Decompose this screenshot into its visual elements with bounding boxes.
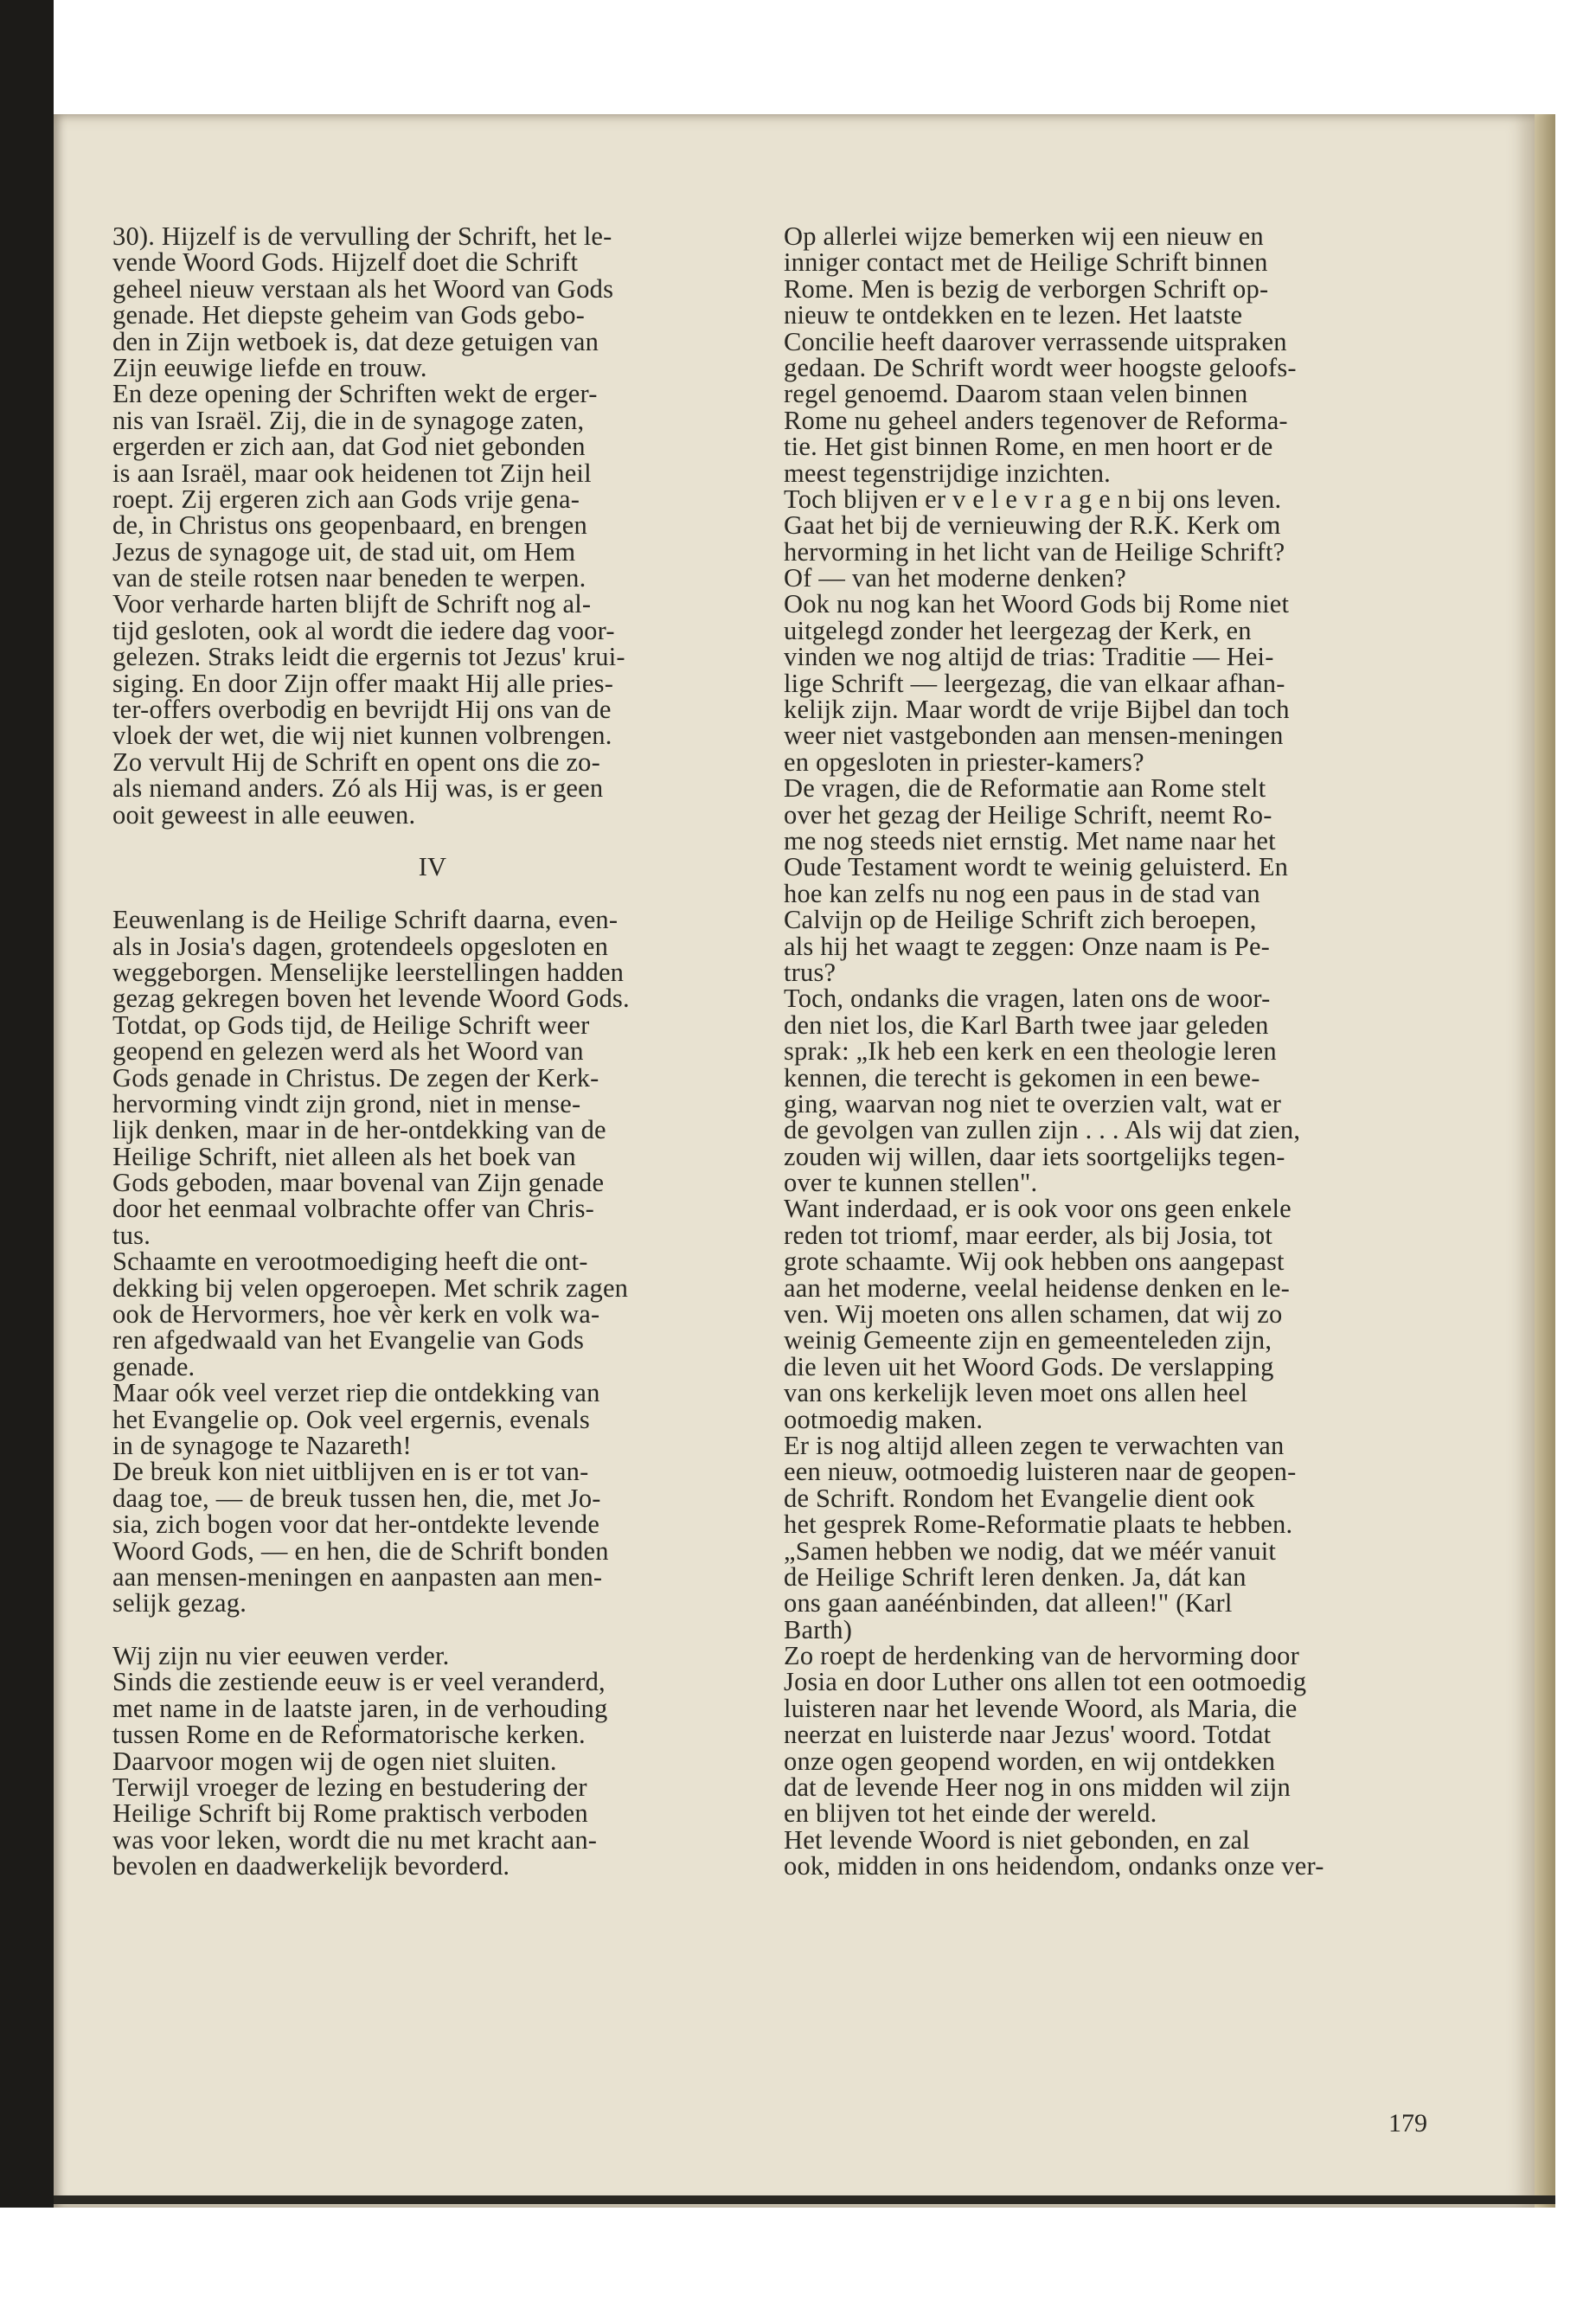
book-spine-shadow (0, 0, 54, 2301)
left-column-line: Heilige Schrift, niet alleen als het boek van (112, 1141, 576, 1171)
left-column-line: 30). Hijzelf is de vervulling der Schrift, het le- (112, 221, 612, 251)
right-column-line: over het gezag der Heilige Schrift, neemt Ro- (784, 799, 1272, 830)
left-column-line: door het eenmaal volbrachte offer van Chris- (112, 1194, 595, 1224)
right-column-line: meest tegenstrijdige inzichten. (784, 458, 1112, 488)
left-column-line: in de synagoge te Nazareth! (112, 1430, 412, 1460)
left-column-line: ooit geweest in alle eeuwen. (112, 799, 416, 830)
right-column-line: Rome nu geheel anders tegenover de Reforma- (784, 405, 1288, 435)
left-column-line: Gods geboden, maar bovenal van Zijn genade (112, 1168, 605, 1198)
right-column-line: over te kunnen stellen". (784, 1168, 1038, 1198)
right-column-line: als hij het waagt te zeggen: Onze naam is Pe- (784, 931, 1271, 961)
left-column-line: daag toe, — de breuk tussen hen, die, met Jo- (112, 1483, 601, 1513)
left-column-line: Maar oók veel verzet riep die ontdekking van (112, 1378, 600, 1408)
right-column-line: de Schrift. Rondom het Evangelie dient ook (784, 1483, 1255, 1513)
left-column-line: gezag gekregen boven het levende Woord Gods. (112, 984, 630, 1014)
book-bottom-edge (54, 2195, 1555, 2204)
right-column-line: Barth) (784, 1614, 853, 1644)
left-column-line: Heilige Schrift bij Rome praktisch verboden (112, 1798, 588, 1829)
left-column-line: ter-offers overbodig en bevrijdt Hij ons van de (112, 695, 612, 725)
right-column-line: kelijk zijn. Maar wordt de vrije Bijbel dan toch (784, 695, 1290, 725)
right-column-line: reden tot triomf, maar eerder, als bij Josia, tot (784, 1220, 1273, 1250)
left-column-line: Wij zijn nu vier eeuwen verder. (112, 1641, 450, 1671)
right-column-line: van ons kerkelijk leven moet ons allen heel (784, 1378, 1248, 1408)
right-column-line: luisteren naar het levende Woord, als Maria, die (784, 1693, 1298, 1723)
left-column-line: Eeuwenlang is de Heilige Schrift daarna, even- (112, 905, 619, 935)
left-column-line: was voor leken, wordt die nu met kracht aan- (112, 1824, 598, 1855)
left-column-line: Terwijl vroeger de lezing en bestudering der (112, 1772, 587, 1803)
right-column-line: uitgelegd zonder het leergezag der Kerk, en (784, 615, 1252, 645)
right-column-line: Of — van het moderne denken? (784, 563, 1127, 593)
right-column-line: neerzat en luisterde naar Jezus' woord. Totdat (784, 1720, 1272, 1750)
right-column-line: Concilie heeft daarover verrassende uitspraken (784, 326, 1287, 356)
right-column-line: Er is nog altijd alleen zegen te verwachten van (784, 1430, 1285, 1460)
right-column-line: de Heilige Schrift leren denken. Ja, dát kan (784, 1561, 1247, 1592)
left-column-spacer (112, 828, 753, 854)
scan-top-margin (0, 0, 1596, 114)
left-column-line: de, in Christus ons geopenbaard, en brengen (112, 510, 587, 541)
right-column-line: Het levende Woord is niet gebonden, en zal (784, 1824, 1250, 1855)
right-column-line: weer niet vastgebonden aan mensen-meningen (784, 721, 1284, 751)
left-column-line: weggeborgen. Menselijke leerstellingen hadden (112, 957, 625, 987)
left-column-line: hervorming vindt zijn grond, niet in mense- (112, 1088, 581, 1118)
right-column-line: trus? (784, 957, 836, 987)
right-column-line: dat de levende Heer nog in ons midden wil zijn (784, 1772, 1292, 1803)
left-column-line: En deze opening der Schriften wekt de erger- (112, 379, 598, 409)
left-column-line: Jezus de synagoge uit, de stad uit, om Hem (112, 536, 576, 567)
left-column-line: sia, zich bogen voor dat her-ontdekte levende (112, 1509, 600, 1540)
right-column-line: grote schaamte. Wij ook hebben ons aangepast (784, 1247, 1285, 1277)
right-column-line: Op allerlei wijze bemerken wij een nieuw en (784, 221, 1264, 251)
right-column-line: tie. Het gist binnen Rome, en men hoort er de (784, 432, 1273, 462)
left-column-line: Totdat, op Gods tijd, de Heilige Schrift weer (112, 1009, 590, 1040)
left-column-line: Voor verharde harten blijft de Schrift nog al- (112, 589, 592, 619)
right-column-line: aan het moderne, veelal heidense denken en le- (784, 1272, 1291, 1303)
left-column-line: als in Josia's dagen, grotendeels opgesloten en (112, 931, 609, 961)
left-column-line: aan mensen-meningen en aanpasten aan men- (112, 1561, 603, 1592)
right-column-line: Josia en door Luther ons allen tot een ootmoedig (784, 1667, 1307, 1697)
right-column-line: die leven uit het Woord Gods. De verslapping (784, 1351, 1274, 1381)
right-column-line: den niet los, die Karl Barth twee jaar geleden (784, 1009, 1269, 1040)
left-column-line: geheel nieuw verstaan als het Woord van Gods (112, 273, 614, 304)
right-column-line: Toch, ondanks die vragen, laten ons de woor- (784, 984, 1271, 1014)
right-column-line: Calvijn op de Heilige Schrift zich beroepen, (784, 905, 1257, 935)
right-column-line: en blijven tot het einde der wereld. (784, 1798, 1157, 1829)
right-column-line: ook, midden in ons heidendom, ondanks onze ver- (784, 1851, 1324, 1881)
right-column-line: Want inderdaad, er is ook voor ons geen enkele (784, 1194, 1292, 1224)
left-column-line: De breuk kon niet uitblijven en is er tot van- (112, 1457, 589, 1487)
right-column-line: onze ogen geopend worden, en wij ontdekken (784, 1746, 1276, 1776)
right-column-line: en opgesloten in priester-kamers? (784, 747, 1144, 777)
right-column-line: Ook nu nog kan het Woord Gods bij Rome niet (784, 589, 1290, 619)
left-column-spacer (112, 1617, 753, 1643)
left-column-line: Schaamte en verootmoediging heeft die ont- (112, 1247, 588, 1277)
right-column-line: vinden we nog altijd de trias: Traditie — Hei- (784, 642, 1274, 672)
left-column-line: Sinds die zestiende eeuw is er veel veranderd, (112, 1667, 606, 1697)
right-column-line: regel genoemd. Daarom staan velen binnen (784, 379, 1248, 409)
left-column-spacer (112, 881, 753, 907)
left-column-line: gelezen. Straks leidt die ergernis tot Jezus' krui- (112, 642, 625, 672)
left-column-line: Gods genade in Christus. De zegen der Kerk- (112, 1062, 599, 1093)
right-column-line: zouden wij willen, daar iets soortgelijks tegen- (784, 1141, 1285, 1171)
right-column-line: het gesprek Rome-Reformatie plaats te hebben. (784, 1509, 1293, 1540)
right-column-line: gedaan. De Schrift wordt weer hoogste geloofs- (784, 352, 1297, 382)
left-column-line: met name in de laatste jaren, in de verhouding (112, 1693, 608, 1723)
right-column-line: Toch blijven er v e l e v r a g e n bij ons leven. (784, 484, 1282, 514)
left-column-line: genade. (112, 1351, 195, 1381)
right-column-line: ons gaan aanéénbinden, dat alleen!" (Karl (784, 1588, 1233, 1618)
left-column-line: is aan Israël, maar ook heidenen tot Zijn heil (112, 458, 592, 488)
right-column-line: nieuw te ontdekken en te lezen. Het laatste (784, 300, 1243, 330)
left-column-line: het Evangelie op. Ook veel ergernis, evenals (112, 1404, 590, 1434)
scan-bottom-margin (0, 2208, 1596, 2301)
right-column-line: inniger contact met de Heilige Schrift binnen (784, 247, 1268, 278)
right-column-line: kennen, die terecht is gekomen in een bewe- (784, 1062, 1260, 1093)
left-column-line: ren afgedwaald van het Evangelie van Gods (112, 1325, 585, 1356)
left-column-line: vloek der wet, die wij niet kunnen volbrengen. (112, 721, 612, 751)
right-column-line: Oude Testament wordt te weinig geluisterd. En (784, 852, 1289, 882)
right-column-line: ging, waarvan nog niet te overzien valt, wat er (784, 1088, 1282, 1118)
left-column-line: tussen Rome en de Reformatorische kerken. (112, 1720, 586, 1750)
left-column-line: ergerden er zich aan, dat God niet gebonden (112, 432, 586, 462)
right-column-line: Rome. Men is bezig de verborgen Schrift op- (784, 273, 1269, 304)
left-column-line: Zijn eeuwige liefde en trouw. (112, 352, 427, 382)
right-column-line: de gevolgen van zullen zijn . . . Als wij dat zien, (784, 1115, 1301, 1145)
section-heading: IV (418, 852, 447, 882)
right-column-line: Zo roept de herdenking van de hervorming door (784, 1641, 1299, 1671)
right-column-line: Gaat het bij de vernieuwing der R.K. Kerk om (784, 510, 1281, 541)
left-column-line: genade. Het diepste geheim van Gods gebo- (112, 300, 586, 330)
left-column-line: tus. (112, 1220, 151, 1250)
left-column-line: selijk gezag. (112, 1588, 247, 1618)
left-column-line: Daarvoor mogen wij de ogen niet sluiten. (112, 1746, 557, 1776)
left-column-line: den in Zijn wetboek is, dat deze getuigen van (112, 326, 599, 356)
right-column-line: „Samen hebben we nodig, dat we méér vanuit (784, 1535, 1277, 1566)
right-column-line: ven. Wij moeten ons allen schamen, dat wij zo (784, 1299, 1283, 1330)
left-column-line: tijd gesloten, ook al wordt die iedere dag voor- (112, 615, 615, 645)
left-column-line: lijk denken, maar in de her-ontdekking van de (112, 1115, 606, 1145)
left-column-line: dekking bij velen opgeroepen. Met schrik zagen (112, 1272, 629, 1303)
left-column-line: Woord Gods, — en hen, die de Schrift bonden (112, 1535, 609, 1566)
right-column (784, 223, 1424, 1880)
left-column-line: als niemand anders. Zó als Hij was, is er geen (112, 773, 604, 804)
left-column-line: siging. En door Zijn offer maakt Hij alle pries- (112, 668, 614, 698)
page-number: 179 (1388, 2109, 1427, 2138)
left-column-line: van de steile rotsen naar beneden te werpen. (112, 563, 586, 593)
page-edge (1535, 114, 1555, 2208)
right-column-line: weinig Gemeente zijn en gemeenteleden zijn, (784, 1325, 1272, 1356)
left-column-line: bevolen en daadwerkelijk bevorderd. (112, 1851, 510, 1881)
right-column-line: sprak: „Ik heb een kerk en een theologie leren (784, 1036, 1277, 1067)
right-column-line: lige Schrift — leergezag, die van elkaar afhan- (784, 668, 1285, 698)
left-column-line: nis van Israël. Zij, die in de synagoge zaten, (112, 405, 585, 435)
left-column-line: geopend en gelezen werd als het Woord van (112, 1036, 584, 1067)
left-column-line: vende Woord Gods. Hijzelf doet die Schrift (112, 247, 579, 278)
right-column-line: De vragen, die de Reformatie aan Rome stelt (784, 773, 1266, 804)
right-column-line: ootmoedig maken. (784, 1404, 984, 1434)
right-column-line: me nog steeds niet ernstig. Met name naar het (784, 825, 1276, 856)
left-column-line: ook de Hervormers, hoe vèr kerk en volk wa- (112, 1299, 600, 1330)
right-column-line: hoe kan zelfs nu nog een paus in de stad van (784, 878, 1260, 908)
right-column-line: een nieuw, ootmoedig luisteren naar de geopen- (784, 1457, 1297, 1487)
right-column-line: hervorming in het licht van de Heilige Schrift? (784, 536, 1285, 567)
left-column (112, 223, 753, 1880)
left-column-line: Zo vervult Hij de Schrift en opent ons die zo- (112, 747, 600, 777)
left-column-line: roept. Zij ergeren zich aan Gods vrije gena- (112, 484, 580, 514)
